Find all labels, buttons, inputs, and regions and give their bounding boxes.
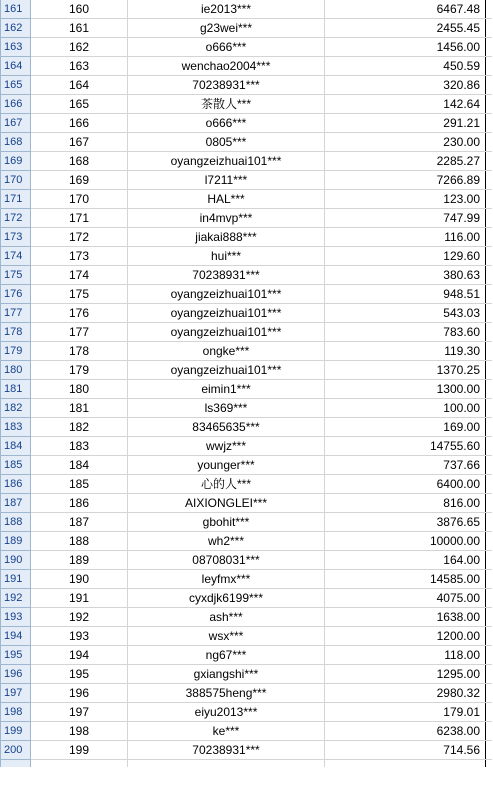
cell-id[interactable]: 186 <box>31 494 128 512</box>
cell-user[interactable]: oyangzeizhuai101*** <box>128 152 325 170</box>
cell-amount[interactable]: 6467.48 <box>325 0 486 18</box>
cell-user[interactable]: younger*** <box>128 456 325 474</box>
cell-user[interactable]: ke*** <box>128 722 325 740</box>
cell-amount[interactable]: 6400.00 <box>325 475 486 493</box>
cell-id[interactable]: 181 <box>31 399 128 417</box>
table-row[interactable] <box>1 209 492 228</box>
table-row[interactable] <box>1 304 492 323</box>
cell-id[interactable]: 185 <box>31 475 128 493</box>
cell-amount[interactable]: 2980.32 <box>325 684 486 702</box>
cell-id[interactable]: 192 <box>31 608 128 626</box>
cell-amount[interactable]: 2455.45 <box>325 19 486 37</box>
cell-user[interactable]: ie2013*** <box>128 0 325 18</box>
row-header[interactable]: 162 <box>1 19 31 38</box>
row-header[interactable]: 199 <box>1 722 31 741</box>
table-row[interactable] <box>1 190 492 209</box>
table-row[interactable] <box>1 76 492 95</box>
table-row[interactable] <box>1 171 492 190</box>
row-header[interactable]: 166 <box>1 95 31 114</box>
cell-amount[interactable]: 450.59 <box>325 57 486 75</box>
row-header[interactable]: 183 <box>1 418 31 437</box>
row-header[interactable]: 185 <box>1 456 31 475</box>
table-row[interactable] <box>1 380 492 399</box>
row-header[interactable]: 191 <box>1 570 31 589</box>
cell-amount[interactable]: 1370.25 <box>325 361 486 379</box>
cell-amount[interactable]: 7266.89 <box>325 171 486 189</box>
cell-user[interactable]: in4mvp*** <box>128 209 325 227</box>
row-header[interactable]: 165 <box>1 76 31 95</box>
cell-amount[interactable]: 230.00 <box>325 133 486 151</box>
cell-amount[interactable]: 1300.00 <box>325 380 486 398</box>
row-header[interactable]: 196 <box>1 665 31 684</box>
table-row[interactable] <box>1 494 492 513</box>
cell-user[interactable]: wenchao2004*** <box>128 57 325 75</box>
cell-amount[interactable]: 380.63 <box>325 266 486 284</box>
cell-user[interactable]: leyfmx*** <box>128 570 325 588</box>
cell-user[interactable]: 茶散人*** <box>128 95 325 113</box>
cell-id[interactable]: 175 <box>31 285 128 303</box>
cell-id[interactable]: 173 <box>31 247 128 265</box>
cell-user[interactable]: ls369*** <box>128 399 325 417</box>
cell-id[interactable]: 193 <box>31 627 128 645</box>
table-row[interactable] <box>1 323 492 342</box>
cell-amount[interactable]: 14585.00 <box>325 570 486 588</box>
cell-user[interactable]: eiyu2013*** <box>128 703 325 721</box>
cell-id[interactable]: 189 <box>31 551 128 569</box>
cell-user[interactable]: HAL*** <box>128 190 325 208</box>
row-header[interactable]: 180 <box>1 361 31 380</box>
cell-id[interactable]: 168 <box>31 152 128 170</box>
cell-amount[interactable]: 118.00 <box>325 646 486 664</box>
cell-user[interactable]: hui*** <box>128 247 325 265</box>
table-row[interactable] <box>1 0 492 19</box>
cell-id[interactable]: 187 <box>31 513 128 531</box>
table-row[interactable] <box>1 437 492 456</box>
cell-amount[interactable]: 737.66 <box>325 456 486 474</box>
cell-amount[interactable]: 1295.00 <box>325 665 486 683</box>
cell-amount[interactable] <box>325 760 486 767</box>
table-row[interactable] <box>1 57 492 76</box>
cell-id[interactable]: 197 <box>31 703 128 721</box>
table-row[interactable] <box>1 608 492 627</box>
cell-id[interactable]: 191 <box>31 589 128 607</box>
table-row[interactable] <box>1 342 492 361</box>
cell-user[interactable]: o666*** <box>128 38 325 56</box>
cell-amount[interactable]: 4075.00 <box>325 589 486 607</box>
table-row[interactable] <box>1 247 492 266</box>
cell-id[interactable]: 174 <box>31 266 128 284</box>
cell-user[interactable]: 心的人*** <box>128 475 325 493</box>
cell-user[interactable]: gbohit*** <box>128 513 325 531</box>
cell-amount[interactable]: 10000.00 <box>325 532 486 550</box>
table-row[interactable] <box>1 684 492 703</box>
cell-id[interactable]: 184 <box>31 456 128 474</box>
table-row[interactable] <box>1 399 492 418</box>
cell-user[interactable]: 08708031*** <box>128 551 325 569</box>
cell-user[interactable]: 70238931*** <box>128 741 325 759</box>
cell-id[interactable]: 163 <box>31 57 128 75</box>
cell-user[interactable]: oyangzeizhuai101*** <box>128 285 325 303</box>
table-row[interactable] <box>1 570 492 589</box>
table-row[interactable] <box>1 228 492 247</box>
row-header[interactable]: 189 <box>1 532 31 551</box>
table-row[interactable] <box>1 589 492 608</box>
cell-amount[interactable]: 1638.00 <box>325 608 486 626</box>
cell-user[interactable]: l7211*** <box>128 171 325 189</box>
table-body <box>1 0 492 760</box>
cell-amount[interactable]: 1456.00 <box>325 38 486 56</box>
cell-amount[interactable]: 129.60 <box>325 247 486 265</box>
cell-amount[interactable]: 320.86 <box>325 76 486 94</box>
cell-user[interactable]: ash*** <box>128 608 325 626</box>
cell-id[interactable] <box>31 760 128 767</box>
cell-amount[interactable]: 543.03 <box>325 304 486 322</box>
row-header[interactable]: 195 <box>1 646 31 665</box>
table-row[interactable] <box>1 475 492 494</box>
cell-id[interactable]: 194 <box>31 646 128 664</box>
cell-id[interactable]: 188 <box>31 532 128 550</box>
cell-amount[interactable]: 1200.00 <box>325 627 486 645</box>
row-header[interactable]: 187 <box>1 494 31 513</box>
cell-amount[interactable]: 714.56 <box>325 741 486 759</box>
table-row[interactable] <box>1 627 492 646</box>
table-row[interactable] <box>1 741 492 760</box>
cell-user[interactable] <box>128 760 325 767</box>
cell-user[interactable]: ng67*** <box>128 646 325 664</box>
table-row[interactable] <box>1 456 492 475</box>
cell-user[interactable]: 70238931*** <box>128 76 325 94</box>
cell-user[interactable]: jiakai888*** <box>128 228 325 246</box>
cell-id[interactable]: 166 <box>31 114 128 132</box>
table-row[interactable] <box>1 532 492 551</box>
table-row[interactable] <box>1 418 492 437</box>
row-header[interactable]: 171 <box>1 190 31 209</box>
partial-next-row <box>1 760 492 767</box>
cell-user[interactable]: wsx*** <box>128 627 325 645</box>
row-header[interactable]: 170 <box>1 171 31 190</box>
cell-user[interactable]: oyangzeizhuai101*** <box>128 323 325 341</box>
table-row[interactable] <box>1 551 492 570</box>
cell-id[interactable]: 161 <box>31 19 128 37</box>
cell-user[interactable]: ongke*** <box>128 342 325 360</box>
row-header[interactable]: 186 <box>1 475 31 494</box>
cell-id[interactable]: 190 <box>31 570 128 588</box>
cell-id[interactable]: 196 <box>31 684 128 702</box>
row-header[interactable]: 197 <box>1 684 31 703</box>
row-header[interactable]: 167 <box>1 114 31 133</box>
table-row[interactable] <box>1 285 492 304</box>
cell-id[interactable]: 177 <box>31 323 128 341</box>
cell-amount[interactable]: 291.21 <box>325 114 486 132</box>
cell-amount[interactable]: 179.01 <box>325 703 486 721</box>
cell-user[interactable]: wh2*** <box>128 532 325 550</box>
row-header[interactable]: 177 <box>1 304 31 323</box>
row-header[interactable]: 200 <box>1 741 31 760</box>
cell-amount[interactable]: 142.64 <box>325 95 486 113</box>
cell-amount[interactable]: 783.60 <box>325 323 486 341</box>
cell-user[interactable]: 83465635*** <box>128 418 325 436</box>
cell-id[interactable]: 179 <box>31 361 128 379</box>
cell-id[interactable]: 160 <box>31 0 128 18</box>
cell-user[interactable]: g23wei*** <box>128 19 325 37</box>
table-row[interactable] <box>1 646 492 665</box>
cell-amount[interactable]: 116.00 <box>325 228 486 246</box>
cell-amount[interactable]: 816.00 <box>325 494 486 512</box>
cell-id[interactable]: 199 <box>31 741 128 759</box>
table-row[interactable] <box>1 513 492 532</box>
table-row[interactable] <box>1 19 492 38</box>
cell-id[interactable]: 180 <box>31 380 128 398</box>
row-header[interactable]: 192 <box>1 589 31 608</box>
cell-id[interactable]: 176 <box>31 304 128 322</box>
row-header[interactable]: 182 <box>1 399 31 418</box>
row-header[interactable]: 184 <box>1 437 31 456</box>
cell-amount[interactable]: 123.00 <box>325 190 486 208</box>
cell-id[interactable]: 195 <box>31 665 128 683</box>
cell-amount[interactable]: 100.00 <box>325 399 486 417</box>
table-row[interactable] <box>1 266 492 285</box>
row-header[interactable] <box>1 760 31 767</box>
cell-user[interactable]: 70238931*** <box>128 266 325 284</box>
table-row[interactable] <box>1 665 492 684</box>
cell-id[interactable]: 183 <box>31 437 128 455</box>
cell-user[interactable]: eimin1*** <box>128 380 325 398</box>
table-row[interactable] <box>1 722 492 741</box>
cell-id[interactable]: 169 <box>31 171 128 189</box>
cell-amount[interactable]: 948.51 <box>325 285 486 303</box>
cell-id[interactable]: 165 <box>31 95 128 113</box>
row-header[interactable]: 178 <box>1 323 31 342</box>
row-header[interactable]: 168 <box>1 133 31 152</box>
cell-id[interactable]: 167 <box>31 133 128 151</box>
cell-user[interactable]: AIXIONGLEI*** <box>128 494 325 512</box>
cell-amount[interactable]: 2285.27 <box>325 152 486 170</box>
cell-id[interactable]: 162 <box>31 38 128 56</box>
table-row[interactable] <box>1 38 492 57</box>
table-row[interactable] <box>1 361 492 380</box>
row-header[interactable]: 193 <box>1 608 31 627</box>
row-header[interactable]: 175 <box>1 266 31 285</box>
cell-user[interactable]: oyangzeizhuai101*** <box>128 361 325 379</box>
cell-id[interactable]: 178 <box>31 342 128 360</box>
row-header[interactable]: 169 <box>1 152 31 171</box>
row-header[interactable]: 190 <box>1 551 31 570</box>
cell-user[interactable]: cyxdjk6199*** <box>128 589 325 607</box>
cell-amount[interactable]: 14755.60 <box>325 437 486 455</box>
row-header[interactable]: 188 <box>1 513 31 532</box>
cell-amount[interactable]: 3876.65 <box>325 513 486 531</box>
table-row[interactable] <box>1 703 492 722</box>
cell-user[interactable]: 388575heng*** <box>128 684 325 702</box>
row-header[interactable]: 161 <box>1 0 31 19</box>
row-header[interactable]: 198 <box>1 703 31 722</box>
cell-amount[interactable]: 119.30 <box>325 342 486 360</box>
cell-id[interactable]: 172 <box>31 228 128 246</box>
cell-id[interactable]: 170 <box>31 190 128 208</box>
row-header[interactable]: 174 <box>1 247 31 266</box>
cell-user[interactable]: oyangzeizhuai101*** <box>128 304 325 322</box>
cell-id[interactable]: 171 <box>31 209 128 227</box>
cell-id[interactable]: 164 <box>31 76 128 94</box>
cell-user[interactable]: o666*** <box>128 114 325 132</box>
row-header[interactable]: 179 <box>1 342 31 361</box>
row-header[interactable]: 176 <box>1 285 31 304</box>
row-header[interactable]: 181 <box>1 380 31 399</box>
table-row[interactable] <box>1 133 492 152</box>
table-row[interactable] <box>1 95 492 114</box>
cell-id[interactable]: 198 <box>31 722 128 740</box>
row-header[interactable]: 163 <box>1 38 31 57</box>
table-row[interactable] <box>1 114 492 133</box>
table-row[interactable] <box>1 152 492 171</box>
cell-user[interactable]: 0805*** <box>128 133 325 151</box>
cell-id[interactable]: 182 <box>31 418 128 436</box>
row-header[interactable]: 194 <box>1 627 31 646</box>
cell-user[interactable]: gxiangshi*** <box>128 665 325 683</box>
row-header[interactable]: 173 <box>1 228 31 247</box>
row-header[interactable]: 172 <box>1 209 31 228</box>
cell-amount[interactable]: 164.00 <box>325 551 486 569</box>
cell-amount[interactable]: 169.00 <box>325 418 486 436</box>
cell-user[interactable]: wwjz*** <box>128 437 325 455</box>
cell-amount[interactable]: 6238.00 <box>325 722 486 740</box>
cell-amount[interactable]: 747.99 <box>325 209 486 227</box>
row-header[interactable]: 164 <box>1 57 31 76</box>
